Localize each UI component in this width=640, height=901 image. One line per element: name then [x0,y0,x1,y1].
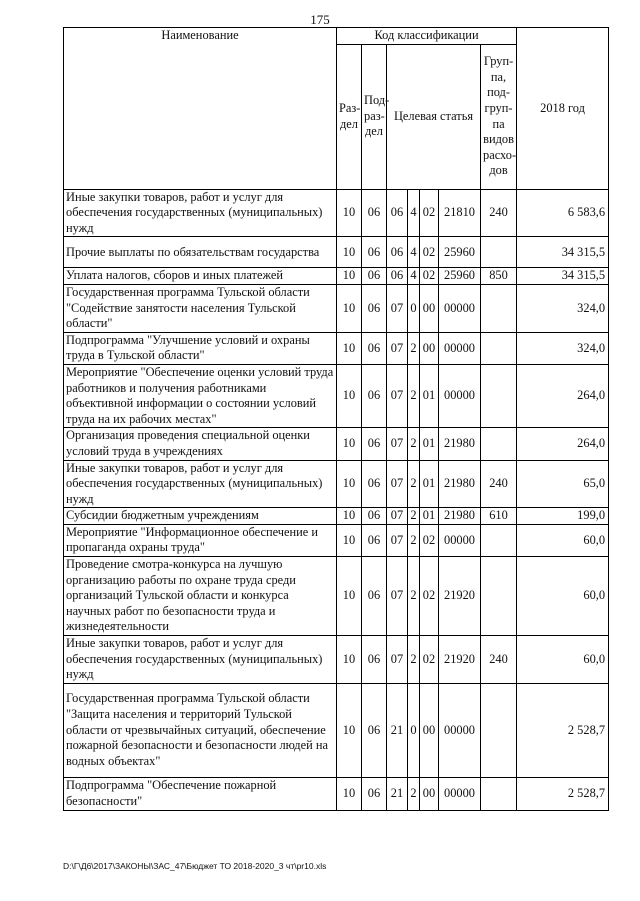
cell-cs1: 07 [387,508,408,525]
table-row [64,364,609,427]
cell-rz: 10 [337,364,362,427]
table-row [64,332,609,364]
cell-name: Уплата налогов, сборов и иных платежей [64,268,337,285]
header-razdel: Раз-дел [337,44,362,189]
cell-vr [481,524,517,556]
file-path-footer: D:\Г\Д6\2017\ЗАКОНЫ\ЗАС_47\Бюджет ТО 2018-2020_3 чт\pr10.xls [63,861,327,871]
cell-cs3: 02 [420,524,439,556]
cell-cs2: 2 [408,332,420,364]
cell-vr [481,428,517,460]
cell-cs1: 07 [387,557,408,636]
cell-rz: 10 [337,189,362,237]
cell-cs1: 07 [387,524,408,556]
cell-name: Иные закупки товаров, работ и услуг для обеспечения государственных (муниципальных) нужд [64,636,337,684]
cell-pr: 06 [362,557,387,636]
cell-amount: 264,0 [517,428,609,460]
header-podrazdel: Под-раз-дел [362,44,387,189]
cell-cs2: 2 [408,636,420,684]
cell-rz: 10 [337,284,362,332]
cell-rz: 10 [337,636,362,684]
cell-cs4: 21920 [439,557,481,636]
cell-amount: 2 528,7 [517,683,609,777]
cell-name: Иные закупки товаров, работ и услуг для обеспечения государственных (муниципальных) нужд [64,460,337,508]
cell-cs4: 00000 [439,777,481,810]
cell-cs3: 00 [420,683,439,777]
table-row [64,428,609,460]
cell-cs2: 2 [408,524,420,556]
cell-name: Подпрограмма "Улучшение условий и охраны труда в Тульской области" [64,332,337,364]
cell-vr: 610 [481,508,517,525]
cell-pr: 06 [362,508,387,525]
cell-cs2: 4 [408,237,420,268]
cell-cs2: 4 [408,268,420,285]
cell-cs1: 07 [387,636,408,684]
cell-vr: 240 [481,636,517,684]
cell-rz: 10 [337,237,362,268]
cell-cs4: 21980 [439,460,481,508]
header-row-1 [64,28,609,45]
table-row [64,284,609,332]
cell-amount: 60,0 [517,524,609,556]
cell-amount: 60,0 [517,557,609,636]
cell-amount: 324,0 [517,332,609,364]
cell-amount: 65,0 [517,460,609,508]
cell-cs4: 00000 [439,683,481,777]
cell-cs1: 07 [387,332,408,364]
cell-vr: 240 [481,460,517,508]
cell-pr: 06 [362,284,387,332]
cell-name: Государственная программа Тульской области "Содействие занятости населения Тульской области" [64,284,337,332]
header-gruppa: Груп-па, под-груп-па видов расхо-дов [481,44,517,189]
cell-pr: 06 [362,268,387,285]
header-code: Код классификации [337,28,517,45]
table-row [64,524,609,556]
cell-pr: 06 [362,460,387,508]
table-row [64,268,609,285]
cell-cs3: 01 [420,364,439,427]
cell-cs4: 25960 [439,268,481,285]
cell-cs2: 2 [408,557,420,636]
cell-cs4: 00000 [439,364,481,427]
cell-cs4: 21980 [439,428,481,460]
cell-cs3: 01 [420,428,439,460]
cell-amount: 34 315,5 [517,268,609,285]
table-row [64,777,609,810]
cell-vr [481,237,517,268]
cell-cs3: 02 [420,636,439,684]
cell-cs1: 21 [387,683,408,777]
cell-vr: 240 [481,189,517,237]
table-row [64,189,609,237]
cell-name: Государственная программа Тульской области "Защита населения и территорий Тульской области от чрезвычайных ситуаций, обеспечение пожарной безопасности и безопасности людей на водных объектах" [64,683,337,777]
cell-pr: 06 [362,364,387,427]
cell-cs3: 00 [420,332,439,364]
cell-rz: 10 [337,428,362,460]
table-row [64,557,609,636]
cell-name: Субсидии бюджетным учреждениям [64,508,337,525]
cell-vr [481,332,517,364]
cell-name: Проведение смотра-конкурса на лучшую организацию работы по охране труда среди организаций Тульской области и конкурса научных работ по безопасности труда и жизнедеятельности [64,557,337,636]
cell-rz: 10 [337,557,362,636]
cell-pr: 06 [362,524,387,556]
cell-cs2: 2 [408,508,420,525]
cell-cs4: 00000 [439,284,481,332]
cell-amount: 60,0 [517,636,609,684]
cell-cs1: 07 [387,428,408,460]
cell-cs3: 01 [420,460,439,508]
cell-name: Подпрограмма "Обеспечение пожарной безопасности" [64,777,337,810]
cell-rz: 10 [337,268,362,285]
cell-name: Иные закупки товаров, работ и услуг для обеспечения государственных (муниципальных) нужд [64,189,337,237]
cell-cs1: 07 [387,284,408,332]
cell-amount: 324,0 [517,284,609,332]
cell-cs4: 00000 [439,524,481,556]
cell-cs3: 00 [420,284,439,332]
cell-name: Мероприятие "Обеспечение оценки условий труда работников и получения работниками объективной информации о состоянии условий труда на их рабочих местах" [64,364,337,427]
cell-pr: 06 [362,636,387,684]
cell-vr [481,557,517,636]
cell-name: Организация проведения специальной оценки условий труда в учреждениях [64,428,337,460]
cell-pr: 06 [362,189,387,237]
cell-cs3: 02 [420,268,439,285]
cell-cs3: 02 [420,237,439,268]
cell-cs4: 00000 [439,332,481,364]
table-row [64,636,609,684]
cell-cs2: 0 [408,284,420,332]
table-row [64,460,609,508]
cell-cs4: 21920 [439,636,481,684]
cell-pr: 06 [362,777,387,810]
cell-rz: 10 [337,460,362,508]
cell-rz: 10 [337,683,362,777]
cell-vr [481,284,517,332]
cell-pr: 06 [362,428,387,460]
cell-rz: 10 [337,777,362,810]
cell-cs2: 0 [408,683,420,777]
cell-vr: 850 [481,268,517,285]
cell-cs3: 02 [420,189,439,237]
cell-amount: 264,0 [517,364,609,427]
cell-amount: 199,0 [517,508,609,525]
header-name: Наименование [64,28,337,190]
cell-cs2: 2 [408,428,420,460]
cell-pr: 06 [362,237,387,268]
cell-cs2: 2 [408,364,420,427]
header-year: 2018 год [517,28,609,190]
budget-table [63,27,609,811]
cell-amount: 6 583,6 [517,189,609,237]
cell-name: Прочие выплаты по обязательствам государства [64,237,337,268]
cell-vr [481,777,517,810]
cell-cs1: 06 [387,237,408,268]
table-row [64,683,609,777]
cell-cs1: 21 [387,777,408,810]
cell-cs2: 4 [408,189,420,237]
cell-cs4: 25960 [439,237,481,268]
cell-cs1: 07 [387,460,408,508]
cell-rz: 10 [337,332,362,364]
cell-cs3: 02 [420,557,439,636]
cell-rz: 10 [337,508,362,525]
table-row [64,237,609,268]
cell-cs2: 2 [408,460,420,508]
cell-cs4: 21980 [439,508,481,525]
cell-cs4: 21810 [439,189,481,237]
cell-vr [481,683,517,777]
cell-vr [481,364,517,427]
page-number: 175 [310,12,330,27]
table-row [64,508,609,525]
cell-cs3: 00 [420,777,439,810]
cell-pr: 06 [362,683,387,777]
cell-cs3: 01 [420,508,439,525]
cell-cs2: 2 [408,777,420,810]
header-celevaya: Целевая статья [387,44,481,189]
cell-cs1: 07 [387,364,408,427]
cell-name: Мероприятие "Информационное обеспечение и пропаганда охраны труда" [64,524,337,556]
cell-amount: 34 315,5 [517,237,609,268]
cell-cs1: 06 [387,189,408,237]
cell-rz: 10 [337,524,362,556]
cell-amount: 2 528,7 [517,777,609,810]
cell-pr: 06 [362,332,387,364]
cell-cs1: 06 [387,268,408,285]
